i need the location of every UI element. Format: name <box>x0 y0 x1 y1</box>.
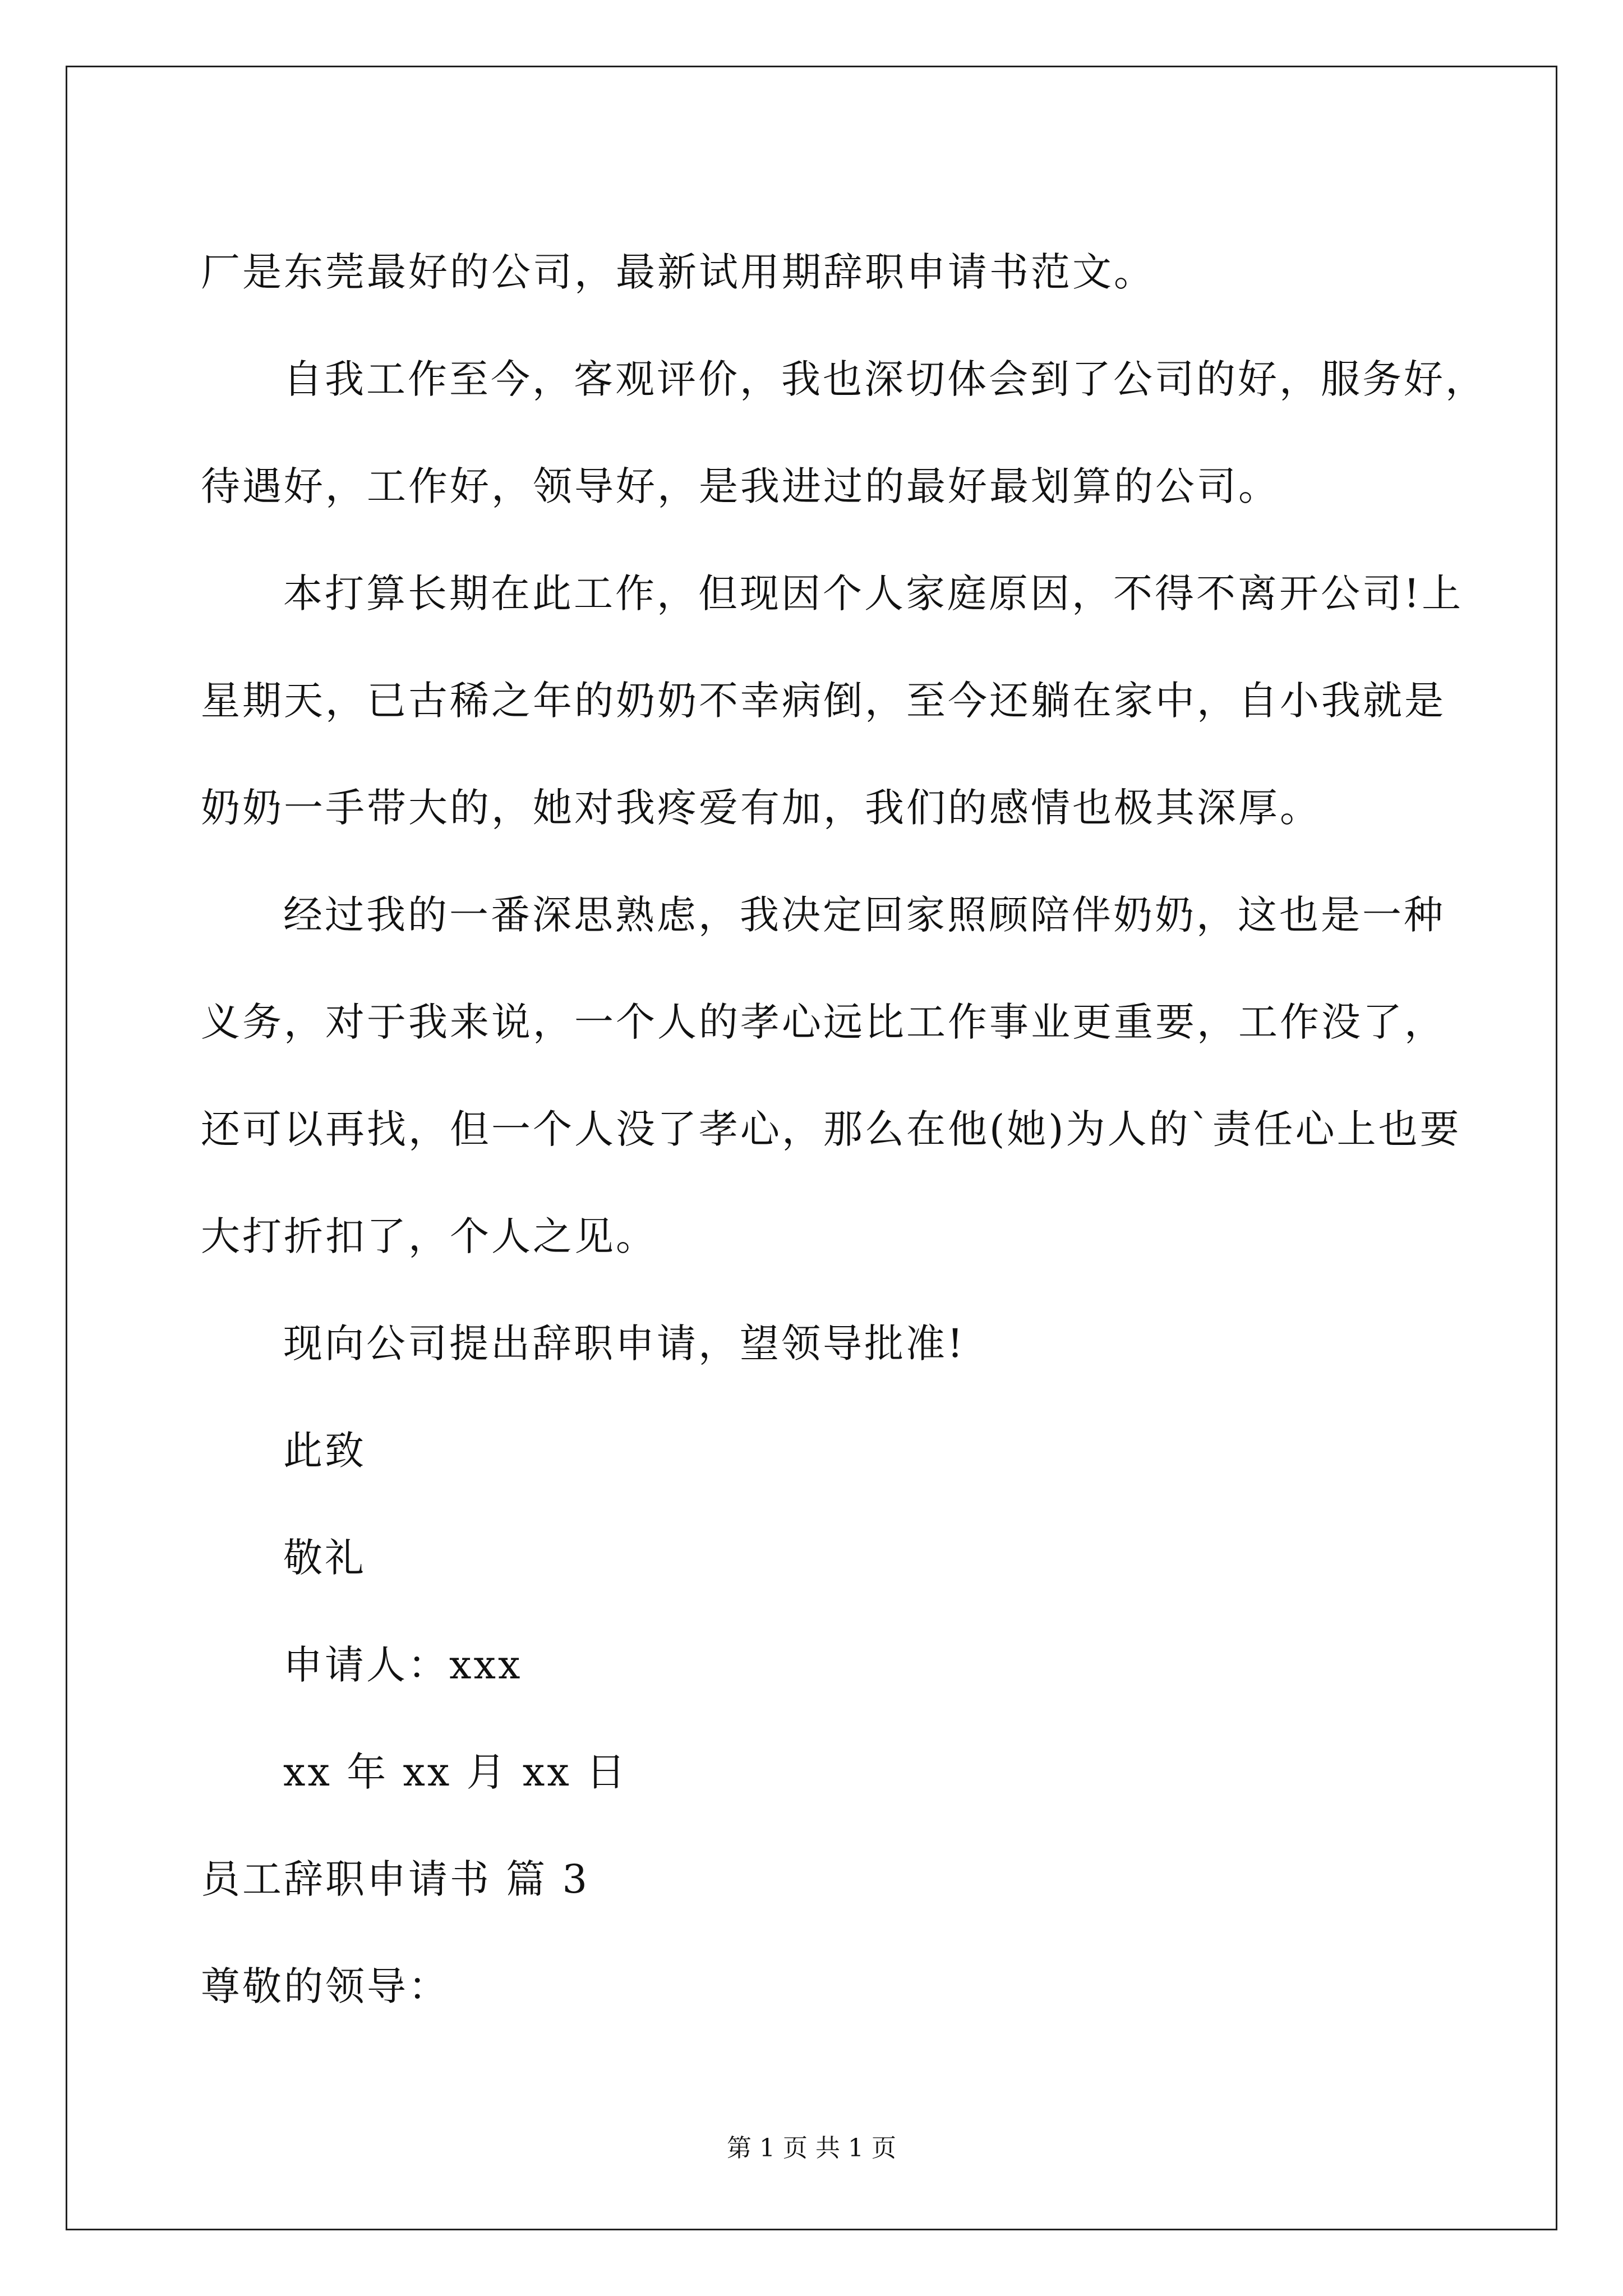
text-line: 厂是东莞最好的公司，最新试用期辞职申请书范文。 <box>201 249 1155 295</box>
text-line: 经过我的一番深思熟虑，我决定回家照顾陪伴奶奶，这也是一种 <box>283 892 1445 938</box>
date-line: xx 年 xx 月 xx 日 <box>283 1749 628 1795</box>
closing-regards: 敬礼 <box>283 1535 366 1581</box>
closing-salutation: 此致 <box>283 1428 366 1474</box>
text-line: 星期天，已古稀之年的奶奶不幸病倒，至今还躺在家中，自小我就是 <box>201 678 1446 724</box>
text-line: 义务，对于我来说，一个人的孝心远比工作事业更重要，工作没了， <box>201 999 1446 1045</box>
document-body <box>201 219 1487 2040</box>
page-footer: 第 1 页 共 1 页 <box>727 2134 896 2162</box>
text-line: 本打算长期在此工作，但现因个人家庭原因，不得不离开公司!上 <box>283 570 1464 616</box>
greeting-line: 尊敬的领导： <box>201 1963 450 2009</box>
section-heading: 员工辞职申请书 篇 3 <box>201 1856 590 1902</box>
text-line: 大打折扣了，个人之见。 <box>201 1213 657 1259</box>
text-line: 待遇好，工作好，领导好，是我进过的最好最划算的公司。 <box>201 463 1280 509</box>
text-line: 奶奶一手带大的，她对我疼爱有加，我们的感情也极其深厚。 <box>201 785 1321 831</box>
text-line: 还可以再找，但一个人没了孝心，那么在他(她)为人的`责任心上也要 <box>201 1106 1461 1152</box>
text-line: 自我工作至今，客观评价，我也深切体会到了公司的好，服务好， <box>283 356 1487 402</box>
text-line: 现向公司提出辞职申请，望领导批准! <box>283 1320 966 1366</box>
applicant-signature: 申请人：xxx <box>283 1642 523 1688</box>
